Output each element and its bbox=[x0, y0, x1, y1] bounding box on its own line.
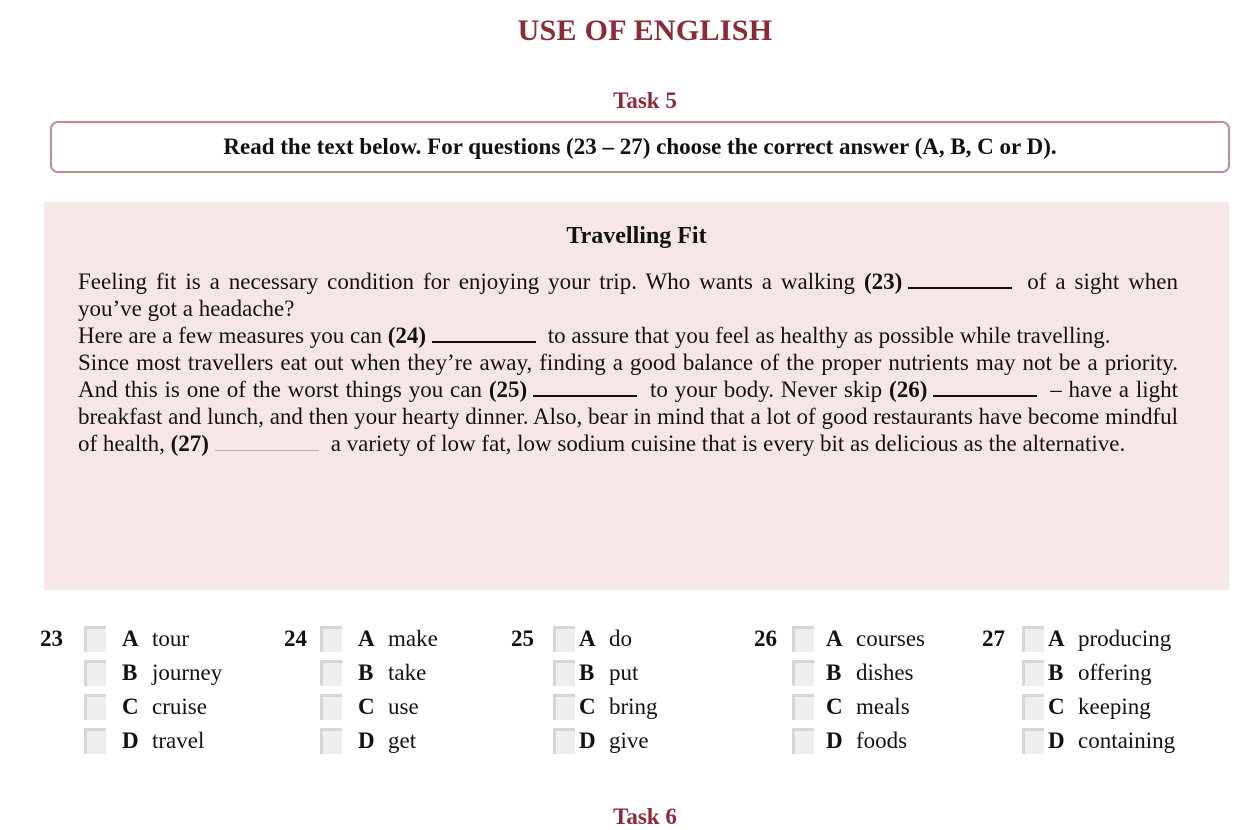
option-text: tour bbox=[152, 626, 190, 651]
option-text: keeping bbox=[1078, 694, 1151, 719]
answer-checkbox[interactable] bbox=[792, 694, 814, 720]
option-text: get bbox=[388, 728, 417, 753]
answer-checkbox[interactable] bbox=[1022, 728, 1044, 754]
option-row[interactable] bbox=[553, 690, 658, 724]
answer-checkbox[interactable] bbox=[320, 694, 342, 720]
passage-text: Since most travellers eat out when they’re away, finding a good balance of the proper nutrients may not be a priority. And this is one of the worst things you can bbox=[78, 350, 1178, 402]
option-row[interactable] bbox=[553, 724, 658, 758]
option-letter: B bbox=[122, 660, 138, 685]
option-text: courses bbox=[856, 626, 925, 651]
passage-paragraph-1 bbox=[78, 268, 1178, 322]
passage-paragraph-2 bbox=[78, 322, 1178, 349]
option-text: meals bbox=[856, 694, 910, 719]
option-letter: C bbox=[122, 694, 139, 719]
answer-checkbox[interactable] bbox=[1022, 660, 1044, 686]
answer-checkbox[interactable] bbox=[553, 660, 575, 686]
section-title: USE OF ENGLISH bbox=[517, 14, 773, 47]
instruction-text: Read the text below. For questions (23 – 27) choose the correct answer (A, B, C or D). bbox=[223, 134, 1057, 159]
next-task-label: Task 6 bbox=[613, 804, 677, 829]
option-text: offering bbox=[1078, 660, 1152, 685]
gap-number-23: (23) bbox=[863, 269, 903, 294]
gap-number-25: (25) bbox=[488, 377, 528, 402]
option-letter: C bbox=[826, 694, 843, 719]
option-row[interactable] bbox=[1022, 724, 1175, 758]
question-number: 26 bbox=[754, 626, 777, 651]
option-column bbox=[553, 622, 658, 758]
passage-text: Here are a few measures you can bbox=[78, 323, 382, 348]
option-letter: C bbox=[1048, 694, 1065, 719]
option-row[interactable] bbox=[1022, 690, 1175, 724]
option-row[interactable] bbox=[553, 622, 658, 656]
option-text: put bbox=[609, 660, 639, 685]
option-row[interactable] bbox=[320, 622, 438, 656]
option-row[interactable] bbox=[84, 622, 222, 656]
answer-checkbox[interactable] bbox=[792, 728, 814, 754]
option-column bbox=[320, 622, 438, 758]
option-letter: D bbox=[1048, 728, 1065, 753]
gap-blank-25 bbox=[533, 377, 637, 397]
option-letter: C bbox=[579, 694, 596, 719]
option-row[interactable] bbox=[84, 656, 222, 690]
answer-checkbox[interactable] bbox=[320, 728, 342, 754]
passage bbox=[78, 268, 1178, 457]
option-row[interactable] bbox=[792, 622, 925, 656]
option-letter: C bbox=[358, 694, 375, 719]
option-text: dishes bbox=[856, 660, 914, 685]
reading-panel bbox=[44, 202, 1229, 590]
answer-checkbox[interactable] bbox=[84, 626, 106, 652]
option-column bbox=[84, 622, 222, 758]
option-row[interactable] bbox=[84, 724, 222, 758]
option-letter: D bbox=[358, 728, 375, 753]
question-number: 24 bbox=[284, 626, 307, 651]
gap-blank-23 bbox=[908, 269, 1012, 289]
option-text: bring bbox=[609, 694, 658, 719]
answer-checkbox[interactable] bbox=[553, 694, 575, 720]
question-number: 23 bbox=[40, 626, 63, 651]
passage-text: to your body. Never skip bbox=[649, 377, 883, 402]
answer-checkbox[interactable] bbox=[1022, 626, 1044, 652]
option-row[interactable] bbox=[320, 724, 438, 758]
option-text: take bbox=[388, 660, 427, 685]
answer-checkbox[interactable] bbox=[320, 660, 342, 686]
option-text: foods bbox=[856, 728, 908, 753]
option-letter: B bbox=[579, 660, 595, 685]
option-letter: D bbox=[579, 728, 596, 753]
answer-checkbox[interactable] bbox=[553, 728, 575, 754]
option-row[interactable] bbox=[1022, 622, 1175, 656]
answer-options bbox=[0, 622, 1242, 772]
passage-paragraph-3 bbox=[78, 349, 1178, 457]
gap-number-27: (27) bbox=[170, 431, 209, 456]
option-text: use bbox=[388, 694, 419, 719]
question-number: 25 bbox=[511, 626, 534, 651]
option-text: cruise bbox=[152, 694, 207, 719]
option-text: make bbox=[388, 626, 438, 651]
option-row[interactable] bbox=[792, 656, 925, 690]
option-letter: A bbox=[358, 626, 375, 651]
option-letter: D bbox=[122, 728, 139, 753]
gap-number-24: (24) bbox=[387, 323, 427, 348]
task-label: Task 5 bbox=[613, 88, 677, 113]
option-text: journey bbox=[152, 660, 223, 685]
answer-checkbox[interactable] bbox=[1022, 694, 1044, 720]
answer-checkbox[interactable] bbox=[320, 626, 342, 652]
option-letter: B bbox=[358, 660, 374, 685]
passage-text: to assure that you feel as healthy as possible while travelling. bbox=[547, 323, 1111, 348]
option-row[interactable] bbox=[792, 724, 925, 758]
option-text: containing bbox=[1078, 728, 1176, 753]
answer-checkbox[interactable] bbox=[792, 626, 814, 652]
gap-number-26: (26) bbox=[889, 377, 928, 402]
gap-blank-27 bbox=[215, 432, 319, 451]
option-letter: A bbox=[1048, 626, 1065, 651]
gap-blank-26 bbox=[933, 377, 1037, 397]
option-text: producing bbox=[1078, 626, 1172, 651]
option-letter: A bbox=[122, 626, 139, 651]
option-row[interactable] bbox=[84, 690, 222, 724]
option-column bbox=[792, 622, 925, 758]
answer-checkbox[interactable] bbox=[792, 660, 814, 686]
option-letter: D bbox=[826, 728, 843, 753]
gap-blank-24 bbox=[432, 323, 536, 343]
option-column bbox=[1022, 622, 1175, 758]
passage-text: – have a light breakfast and lunch, and then your hearty dinner. Also, bear in mind that a lot of good restaurants have become mindful of health, bbox=[78, 377, 1179, 456]
option-row[interactable] bbox=[320, 656, 438, 690]
answer-checkbox[interactable] bbox=[84, 694, 106, 720]
answer-checkbox[interactable] bbox=[84, 660, 106, 686]
instruction-box bbox=[50, 121, 1230, 173]
passage-text: Feeling fit is a necessary condition for enjoying your trip. Who wants a walking bbox=[78, 269, 856, 294]
option-letter: B bbox=[1048, 660, 1064, 685]
passage-text: of a sight when you’ve got a headache? bbox=[78, 269, 1179, 321]
option-text: give bbox=[609, 728, 649, 753]
option-row[interactable] bbox=[792, 690, 925, 724]
option-letter: A bbox=[826, 626, 843, 651]
passage-text: a variety of low fat, low sodium cuisine that is every bit as delicious as the alternative. bbox=[330, 431, 1126, 456]
option-letter: A bbox=[579, 626, 596, 651]
answer-checkbox[interactable] bbox=[84, 728, 106, 754]
question-number: 27 bbox=[982, 626, 1005, 651]
option-row[interactable] bbox=[320, 690, 438, 724]
option-text: travel bbox=[152, 728, 205, 753]
option-text: do bbox=[609, 626, 632, 651]
answer-checkbox[interactable] bbox=[553, 626, 575, 652]
option-row[interactable] bbox=[1022, 656, 1175, 690]
option-row[interactable] bbox=[553, 656, 658, 690]
option-letter: B bbox=[826, 660, 842, 685]
text-title: Travelling Fit bbox=[566, 223, 707, 249]
